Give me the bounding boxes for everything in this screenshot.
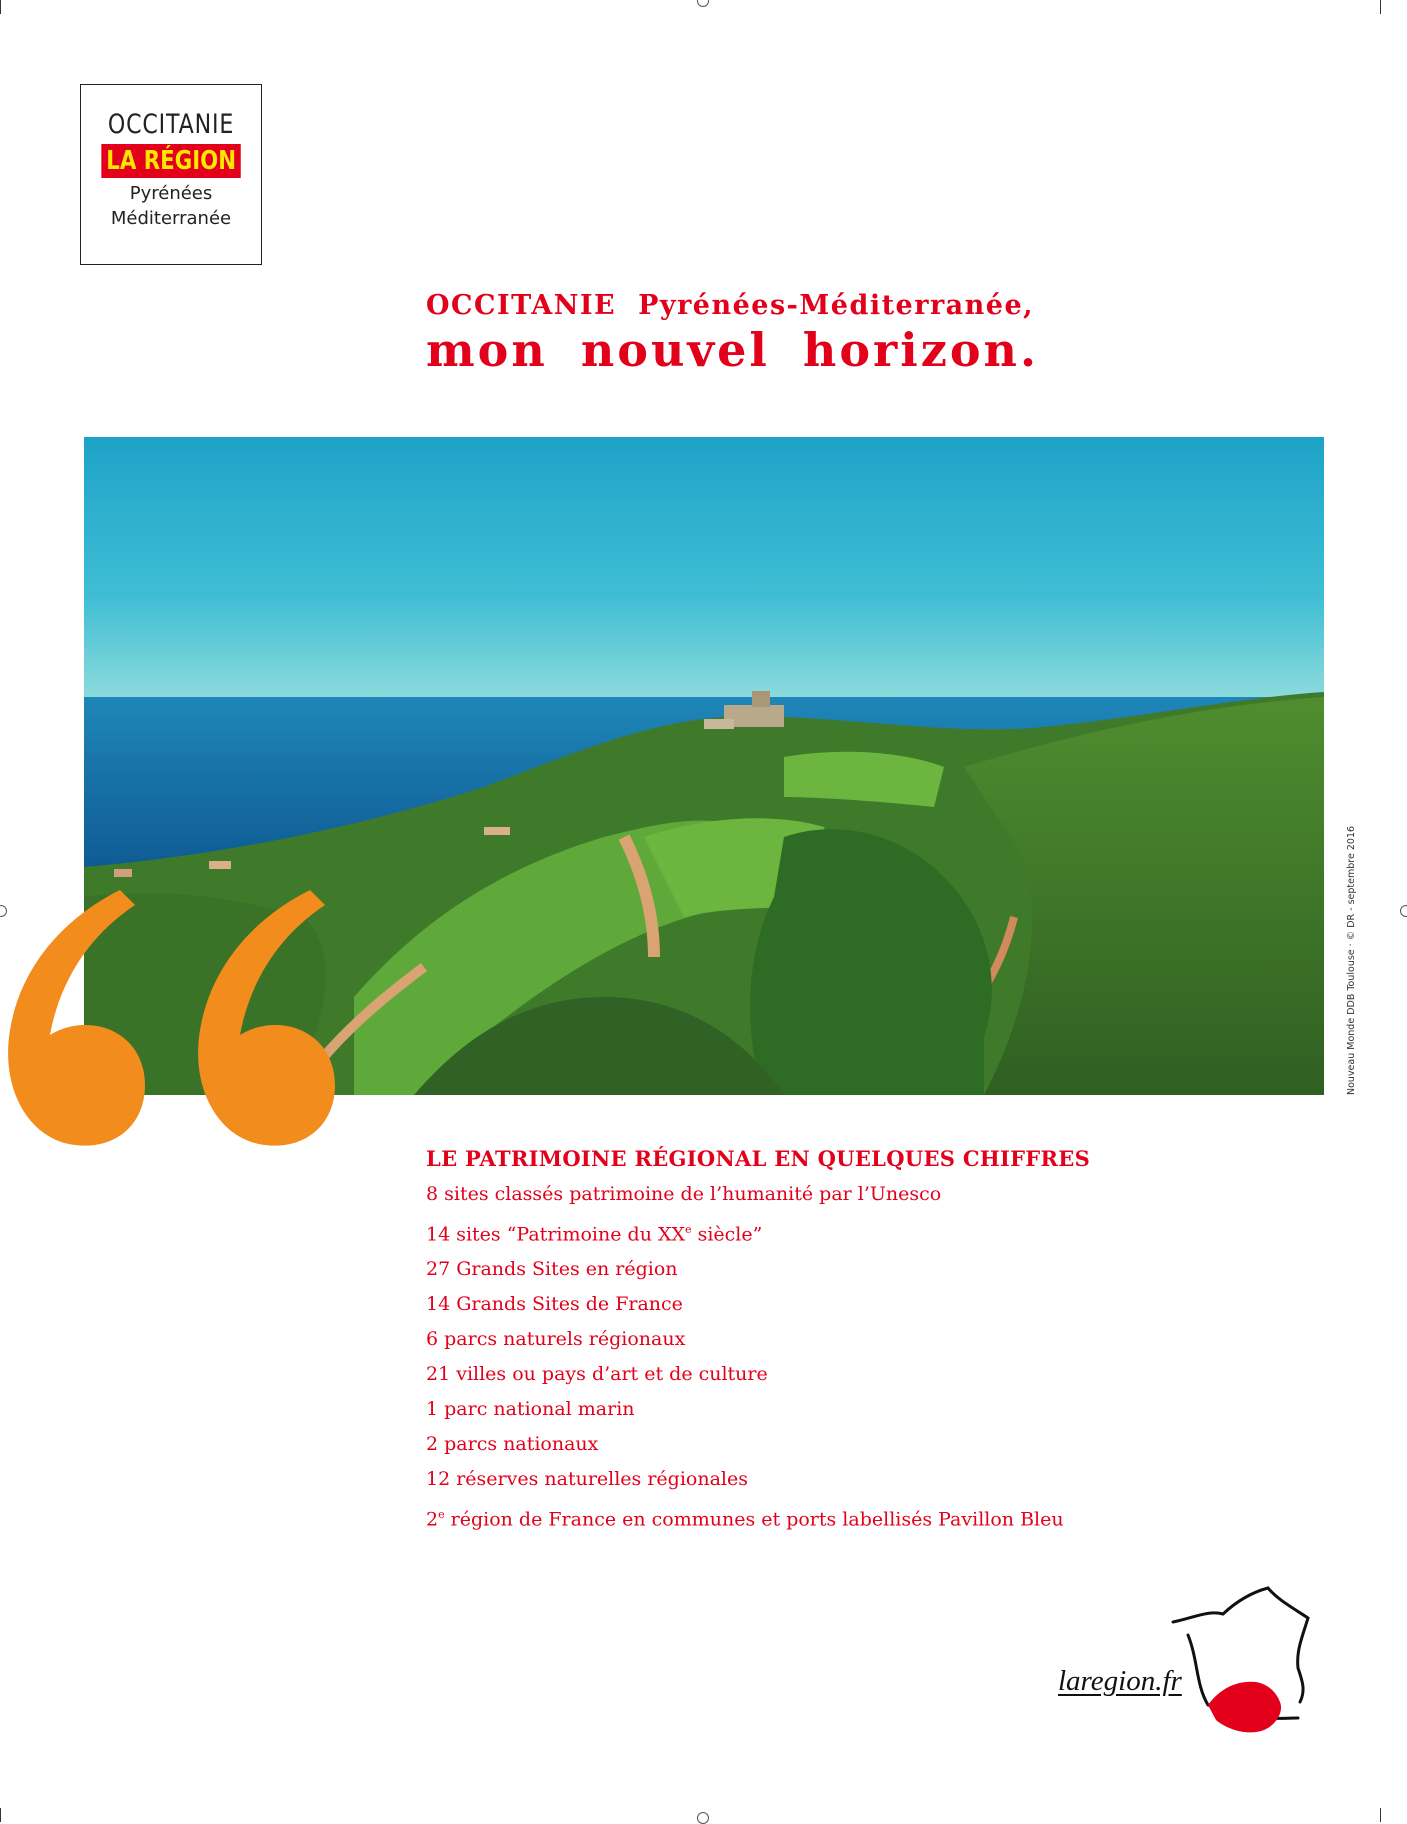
crop-mark: [0, 0, 1, 14]
crop-mark: [1380, 0, 1381, 14]
stat-item: 2e région de France en communes et ports labellisés Pavillon Bleu: [426, 1508, 1064, 1531]
stat-item: 27 Grands Sites en région: [426, 1258, 678, 1281]
logo-la-region: LA RÉGION: [101, 144, 241, 178]
logo-pyrenees: Pyrénées: [129, 183, 213, 204]
stats-list: [426, 1177, 1090, 1538]
headline-line-2: mon nouvel horizon.: [426, 323, 1039, 377]
stats-title: LE PATRIMOINE RÉGIONAL EN QUELQUES CHIFFRES: [426, 1146, 1091, 1171]
crop-mark: [1380, 1808, 1381, 1822]
stat-item: 21 villes ou pays d’art et de culture: [426, 1363, 768, 1386]
stat-item: 1 parc national marin: [426, 1398, 635, 1421]
logo-mediterranee: Méditerranée: [110, 208, 232, 229]
registration-mark: [1400, 905, 1407, 917]
stat-item: 12 réserves naturelles régionales: [426, 1468, 748, 1491]
headline-region-name: Pyrénées-Méditerranée,: [638, 290, 1035, 321]
headline-occitanie: OCCITANIE: [426, 290, 617, 321]
headline-line-1: [426, 290, 1039, 321]
crop-mark: [0, 1808, 1, 1822]
france-map-icon: [1168, 1580, 1328, 1740]
stat-item: 6 parcs naturels régionaux: [426, 1328, 686, 1351]
stat-item: 2 parcs nationaux: [426, 1433, 599, 1456]
registration-mark: [697, 1812, 709, 1824]
website-link[interactable]: laregion.fr: [1058, 1665, 1182, 1697]
photo-credit: Nouveau Monde DDB Toulouse · © DR - septembre 2016: [1346, 825, 1357, 1095]
heritage-stats: [426, 1146, 1090, 1538]
quote-mark-icon: [0, 880, 345, 1150]
registration-mark: [697, 0, 709, 7]
logo-occitanie: OCCITANIE: [107, 109, 235, 140]
stat-item: 8 sites classés patrimoine de l’humanité par l’Unesco: [426, 1183, 942, 1205]
region-logo: [80, 84, 262, 265]
headline: [426, 290, 1039, 377]
stat-item: 14 Grands Sites de France: [426, 1293, 683, 1316]
stat-item: 14 sites “Patrimoine du XXe siècle”: [426, 1223, 763, 1246]
